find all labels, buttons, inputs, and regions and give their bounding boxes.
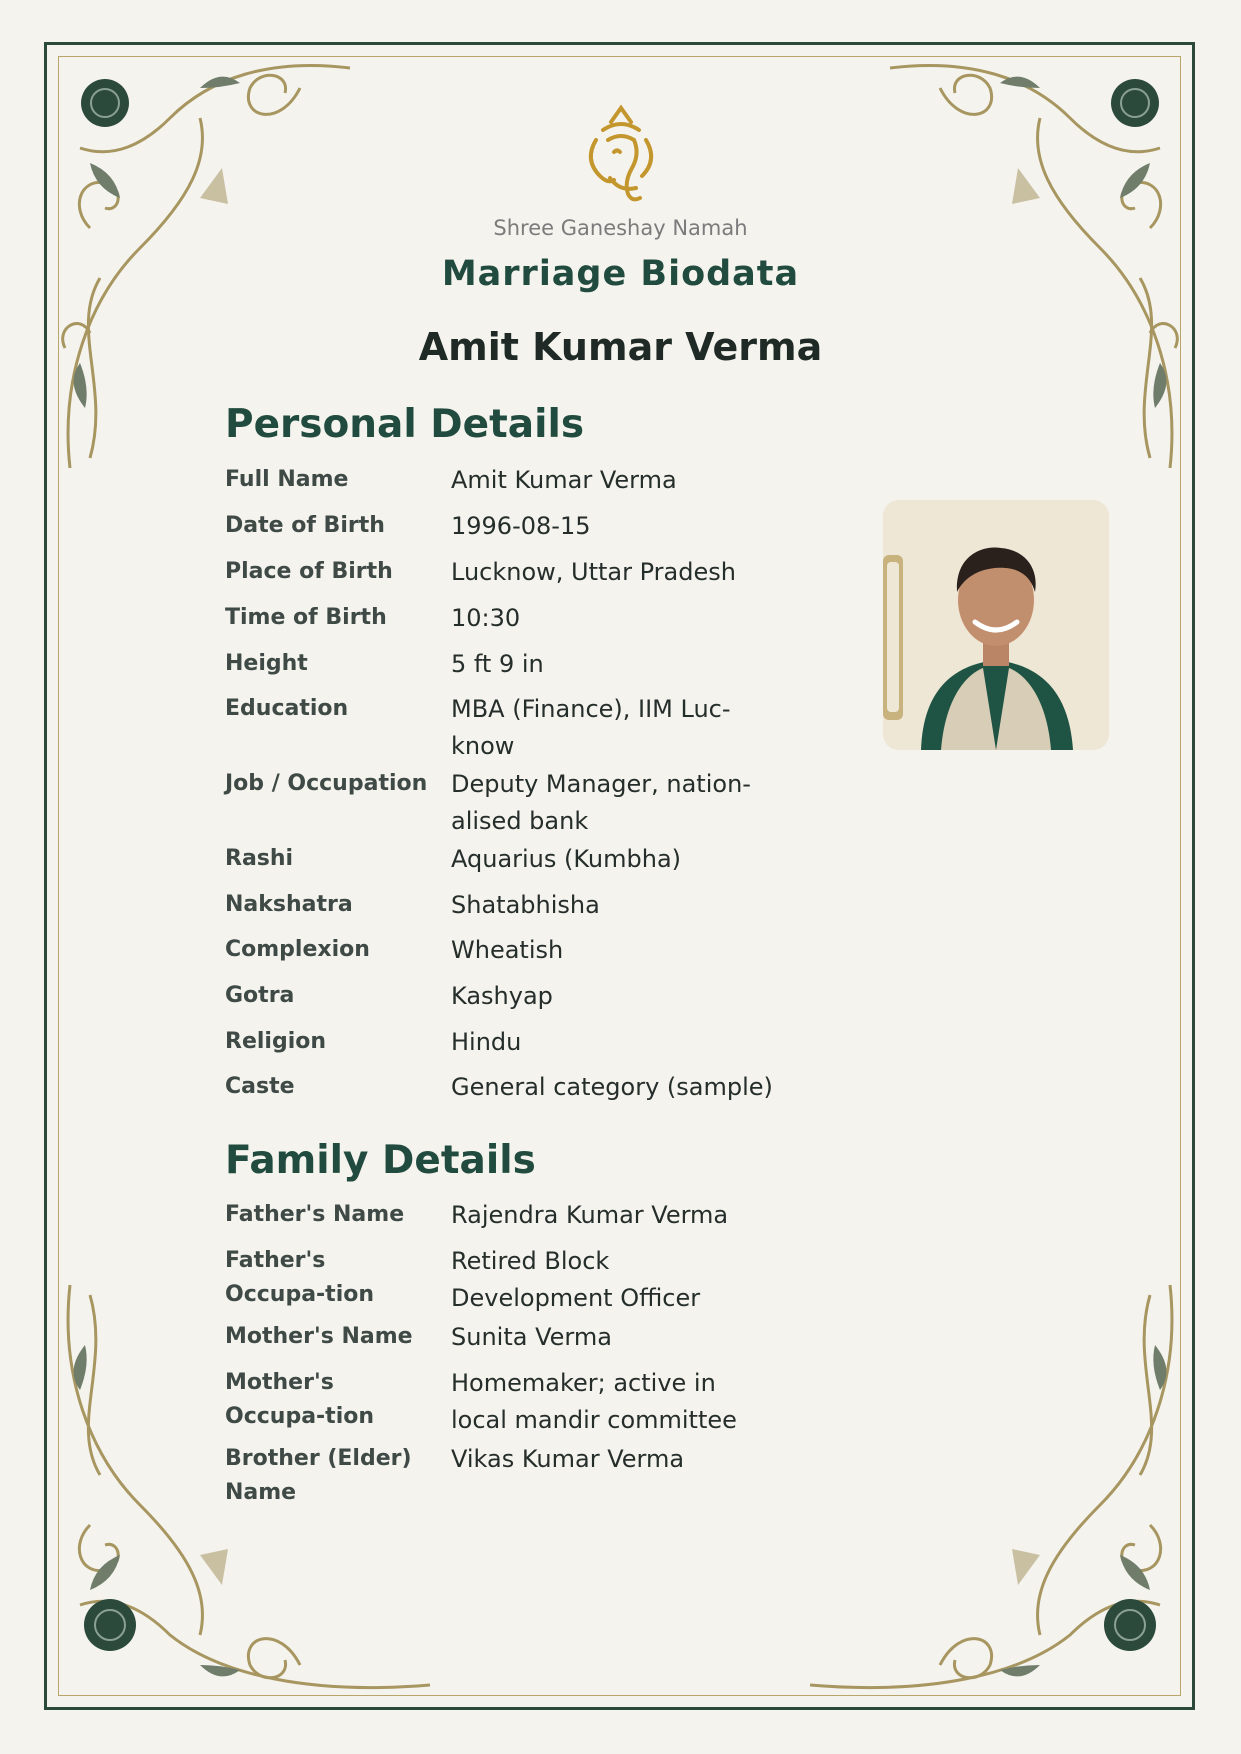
detail-row: [225, 508, 785, 554]
detail-label: Full Name: [225, 467, 349, 492]
detail-value: Wheatish: [451, 936, 564, 964]
detail-label: Gotra: [225, 983, 295, 1008]
detail-row: [225, 1197, 785, 1243]
detail-row: [225, 691, 785, 766]
detail-value: General category (sample): [451, 1073, 773, 1101]
detail-value: Shatabhisha: [451, 891, 600, 919]
detail-row: [225, 932, 785, 978]
detail-label: Education: [225, 696, 349, 721]
detail-label: Time of Birth: [225, 605, 387, 630]
blessing-text: Shree Ganeshay Namah: [493, 216, 748, 240]
personal-details-list: [225, 462, 785, 1115]
detail-value: Deputy Manager, nation-alised bank: [451, 770, 751, 835]
family-details-heading: Family Details: [225, 1138, 536, 1183]
detail-value: Aquarius (Kumbha): [451, 845, 682, 873]
detail-label: Mother's Occupa-tion: [225, 1370, 375, 1429]
detail-label: Job / Occupation: [225, 771, 428, 796]
detail-label: Brother (Elder) Name: [225, 1446, 412, 1505]
detail-value: Retired Block Development Officer: [451, 1247, 701, 1312]
detail-label: Caste: [225, 1074, 295, 1099]
detail-label: Complexion: [225, 937, 370, 962]
detail-value: 5 ft 9 in: [451, 650, 544, 678]
detail-row: [225, 841, 785, 887]
detail-row: [225, 600, 785, 646]
detail-value: Lucknow, Uttar Pradesh: [451, 558, 736, 586]
detail-value: MBA (Finance), IIM Luc-know: [451, 695, 731, 760]
detail-row: [225, 1441, 785, 1517]
detail-row: [225, 1024, 785, 1069]
detail-row: [225, 554, 785, 600]
detail-value: Sunita Verma: [451, 1323, 612, 1351]
detail-value: Hindu: [451, 1028, 522, 1056]
detail-label: Height: [225, 651, 308, 676]
detail-row: [225, 766, 785, 841]
ganesha-emblem-icon: [578, 100, 664, 210]
personal-details-heading: Personal Details: [225, 402, 585, 447]
floral-corner-bottom-right-icon: [790, 1260, 1190, 1705]
document-title: Marriage Biodata: [441, 254, 800, 294]
detail-value: Homemaker; active in local mandir committee: [451, 1369, 737, 1434]
detail-label: Religion: [225, 1029, 327, 1054]
detail-row: [225, 462, 785, 508]
detail-label: Father's Name: [225, 1202, 405, 1227]
detail-row: [225, 887, 785, 932]
detail-value: Kashyap: [451, 982, 553, 1010]
detail-row: [225, 1243, 785, 1319]
detail-value: Rajendra Kumar Verma: [451, 1201, 729, 1229]
detail-label: Nakshatra: [225, 892, 353, 917]
family-details-list: [225, 1197, 785, 1517]
detail-value: Vikas Kumar Verma: [451, 1445, 685, 1473]
detail-row: [225, 1319, 785, 1365]
detail-label: Date of Birth: [225, 513, 385, 538]
detail-value: 1996-08-15: [451, 512, 591, 540]
detail-label: Father's Occupa-tion: [225, 1248, 375, 1307]
detail-label: Rashi: [225, 846, 294, 871]
detail-label: Mother's Name: [225, 1324, 413, 1349]
detail-row: [225, 1365, 785, 1441]
candidate-name: Amit Kumar Verma: [418, 325, 823, 369]
person-portrait-icon: [883, 500, 1109, 750]
detail-row: [225, 646, 785, 691]
detail-value: Amit Kumar Verma: [451, 466, 677, 494]
detail-value: 10:30: [451, 604, 521, 632]
detail-label: Place of Birth: [225, 559, 393, 584]
detail-row: [225, 1069, 785, 1115]
profile-photo: [883, 500, 1109, 750]
detail-row: [225, 978, 785, 1024]
